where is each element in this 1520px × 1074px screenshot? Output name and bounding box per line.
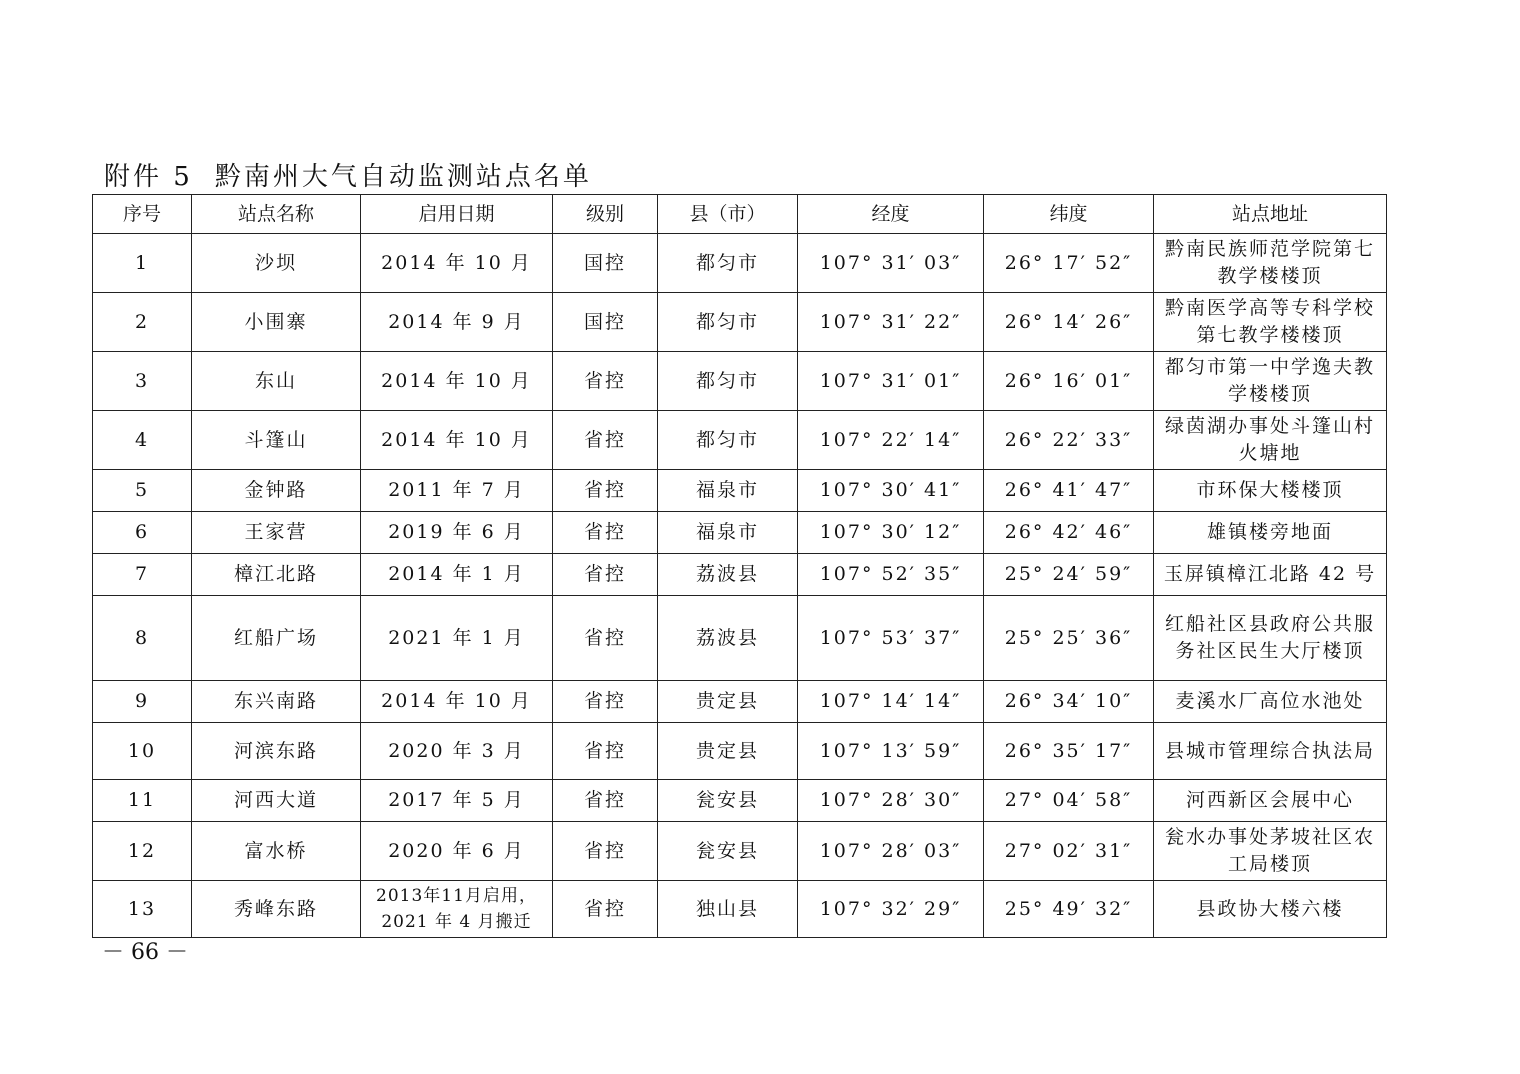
cell-no: 2 bbox=[93, 293, 192, 352]
cell-start-date: 2020 年 6 月 bbox=[361, 822, 553, 881]
cell-level: 省控 bbox=[553, 780, 658, 822]
cell-level: 国控 bbox=[553, 293, 658, 352]
cell-start-date: 2020 年 3 月 bbox=[361, 723, 553, 780]
cell-address: 县城市管理综合执法局 bbox=[1154, 723, 1387, 780]
cell-longitude: 107° 31′ 03″ bbox=[798, 234, 984, 293]
cell-latitude: 27° 04′ 58″ bbox=[984, 780, 1154, 822]
cell-station-name: 斗篷山 bbox=[192, 411, 361, 470]
table-row bbox=[93, 512, 1387, 554]
cell-address: 黔南民族师范学院第七教学楼楼顶 bbox=[1154, 234, 1387, 293]
table-row bbox=[93, 352, 1387, 411]
cell-station-name: 王家营 bbox=[192, 512, 361, 554]
cell-no: 6 bbox=[93, 512, 192, 554]
cell-latitude: 26° 17′ 52″ bbox=[984, 234, 1154, 293]
cell-county: 独山县 bbox=[658, 881, 798, 938]
cell-address: 市环保大楼楼顶 bbox=[1154, 470, 1387, 512]
table-row bbox=[93, 881, 1387, 938]
cell-county: 福泉市 bbox=[658, 512, 798, 554]
cell-county: 都匀市 bbox=[658, 234, 798, 293]
cell-county: 荔波县 bbox=[658, 596, 798, 681]
header-start-date: 启用日期 bbox=[361, 195, 553, 234]
title-text: 黔南州大气自动监测站点名单 bbox=[214, 162, 592, 192]
cell-longitude: 107° 31′ 01″ bbox=[798, 352, 984, 411]
cell-level: 省控 bbox=[553, 822, 658, 881]
cell-latitude: 26° 14′ 26″ bbox=[984, 293, 1154, 352]
cell-county: 贵定县 bbox=[658, 723, 798, 780]
cell-longitude: 107° 14′ 14″ bbox=[798, 681, 984, 723]
cell-level: 省控 bbox=[553, 554, 658, 596]
cell-start-date: 2017 年 5 月 bbox=[361, 780, 553, 822]
cell-address: 县政协大楼六楼 bbox=[1154, 881, 1387, 938]
cell-latitude: 25° 25′ 36″ bbox=[984, 596, 1154, 681]
cell-start-date: 2014 年 10 月 bbox=[361, 234, 553, 293]
cell-county: 荔波县 bbox=[658, 554, 798, 596]
cell-county: 贵定县 bbox=[658, 681, 798, 723]
cell-longitude: 107° 30′ 12″ bbox=[798, 512, 984, 554]
cell-level: 省控 bbox=[553, 596, 658, 681]
cell-no: 7 bbox=[93, 554, 192, 596]
cell-longitude: 107° 32′ 29″ bbox=[798, 881, 984, 938]
cell-start-date: 2014 年 9 月 bbox=[361, 293, 553, 352]
cell-longitude: 107° 31′ 22″ bbox=[798, 293, 984, 352]
attachment-label: 附件 5 bbox=[104, 162, 193, 192]
cell-no: 4 bbox=[93, 411, 192, 470]
cell-no: 3 bbox=[93, 352, 192, 411]
cell-latitude: 26° 42′ 46″ bbox=[984, 512, 1154, 554]
cell-longitude: 107° 30′ 41″ bbox=[798, 470, 984, 512]
cell-no: 5 bbox=[93, 470, 192, 512]
cell-county: 瓮安县 bbox=[658, 822, 798, 881]
cell-no: 10 bbox=[93, 723, 192, 780]
cell-start-date: 2011 年 7 月 bbox=[361, 470, 553, 512]
cell-no: 8 bbox=[93, 596, 192, 681]
cell-latitude: 27° 02′ 31″ bbox=[984, 822, 1154, 881]
cell-latitude: 26° 35′ 17″ bbox=[984, 723, 1154, 780]
header-latitude: 纬度 bbox=[984, 195, 1154, 234]
cell-level: 省控 bbox=[553, 470, 658, 512]
cell-address: 麦溪水厂高位水池处 bbox=[1154, 681, 1387, 723]
cell-start-date: 2019 年 6 月 bbox=[361, 512, 553, 554]
cell-station-name: 红船广场 bbox=[192, 596, 361, 681]
cell-longitude: 107° 28′ 03″ bbox=[798, 822, 984, 881]
cell-station-name: 河滨东路 bbox=[192, 723, 361, 780]
cell-latitude: 26° 34′ 10″ bbox=[984, 681, 1154, 723]
table-row bbox=[93, 822, 1387, 881]
cell-station-name: 河西大道 bbox=[192, 780, 361, 822]
cell-address: 绿茵湖办事处斗篷山村火塘地 bbox=[1154, 411, 1387, 470]
cell-address: 河西新区会展中心 bbox=[1154, 780, 1387, 822]
table-row bbox=[93, 234, 1387, 293]
cell-station-name: 富水桥 bbox=[192, 822, 361, 881]
cell-start-date: 2021 年 1 月 bbox=[361, 596, 553, 681]
table-row bbox=[93, 470, 1387, 512]
cell-no: 12 bbox=[93, 822, 192, 881]
document-title bbox=[104, 156, 592, 193]
table-row bbox=[93, 293, 1387, 352]
cell-latitude: 26° 22′ 33″ bbox=[984, 411, 1154, 470]
cell-latitude: 25° 49′ 32″ bbox=[984, 881, 1154, 938]
cell-latitude: 26° 41′ 47″ bbox=[984, 470, 1154, 512]
cell-address: 瓮水办事处茅坡社区农工局楼顶 bbox=[1154, 822, 1387, 881]
header-county: 县（市） bbox=[658, 195, 798, 234]
cell-longitude: 107° 52′ 35″ bbox=[798, 554, 984, 596]
cell-longitude: 107° 28′ 30″ bbox=[798, 780, 984, 822]
cell-address: 玉屏镇樟江北路 42 号 bbox=[1154, 554, 1387, 596]
header-longitude: 经度 bbox=[798, 195, 984, 234]
cell-level: 省控 bbox=[553, 881, 658, 938]
cell-county: 都匀市 bbox=[658, 411, 798, 470]
cell-address: 雄镇楼旁地面 bbox=[1154, 512, 1387, 554]
cell-no: 13 bbox=[93, 881, 192, 938]
cell-start-date: 2014 年 10 月 bbox=[361, 681, 553, 723]
page-number: － 66 － bbox=[102, 940, 188, 965]
cell-address: 黔南医学高等专科学校第七教学楼楼顶 bbox=[1154, 293, 1387, 352]
cell-latitude: 25° 24′ 59″ bbox=[984, 554, 1154, 596]
cell-level: 省控 bbox=[553, 512, 658, 554]
cell-station-name: 东兴南路 bbox=[192, 681, 361, 723]
cell-address: 红船社区县政府公共服务社区民生大厅楼顶 bbox=[1154, 596, 1387, 681]
table-row bbox=[93, 723, 1387, 780]
cell-address: 都匀市第一中学逸夫教学楼楼顶 bbox=[1154, 352, 1387, 411]
cell-start-date: 2014 年 1 月 bbox=[361, 554, 553, 596]
cell-station-name: 樟江北路 bbox=[192, 554, 361, 596]
cell-level: 省控 bbox=[553, 411, 658, 470]
table-row bbox=[93, 596, 1387, 681]
cell-start-date: 2014 年 10 月 bbox=[361, 352, 553, 411]
cell-county: 都匀市 bbox=[658, 352, 798, 411]
cell-longitude: 107° 13′ 59″ bbox=[798, 723, 984, 780]
header-address: 站点地址 bbox=[1154, 195, 1387, 234]
cell-level: 省控 bbox=[553, 352, 658, 411]
cell-no: 11 bbox=[93, 780, 192, 822]
cell-start-date: 2013年11月启用，2021 年 4 月搬迁 bbox=[361, 881, 553, 938]
cell-station-name: 秀峰东路 bbox=[192, 881, 361, 938]
cell-longitude: 107° 53′ 37″ bbox=[798, 596, 984, 681]
cell-station-name: 沙坝 bbox=[192, 234, 361, 293]
cell-station-name: 小围寨 bbox=[192, 293, 361, 352]
cell-no: 9 bbox=[93, 681, 192, 723]
header-station-name: 站点名称 bbox=[192, 195, 361, 234]
table-row bbox=[93, 411, 1387, 470]
cell-latitude: 26° 16′ 01″ bbox=[984, 352, 1154, 411]
cell-longitude: 107° 22′ 14″ bbox=[798, 411, 984, 470]
table-row bbox=[93, 554, 1387, 596]
header-level: 级别 bbox=[553, 195, 658, 234]
cell-station-name: 东山 bbox=[192, 352, 361, 411]
table-header-row bbox=[93, 195, 1387, 234]
cell-county: 都匀市 bbox=[658, 293, 798, 352]
table-row bbox=[93, 681, 1387, 723]
table-row bbox=[93, 780, 1387, 822]
cell-county: 福泉市 bbox=[658, 470, 798, 512]
monitoring-stations-table bbox=[92, 194, 1387, 938]
cell-station-name: 金钟路 bbox=[192, 470, 361, 512]
cell-no: 1 bbox=[93, 234, 192, 293]
header-no: 序号 bbox=[93, 195, 192, 234]
cell-level: 省控 bbox=[553, 681, 658, 723]
cell-level: 省控 bbox=[553, 723, 658, 780]
cell-start-date: 2014 年 10 月 bbox=[361, 411, 553, 470]
cell-level: 国控 bbox=[553, 234, 658, 293]
cell-county: 瓮安县 bbox=[658, 780, 798, 822]
